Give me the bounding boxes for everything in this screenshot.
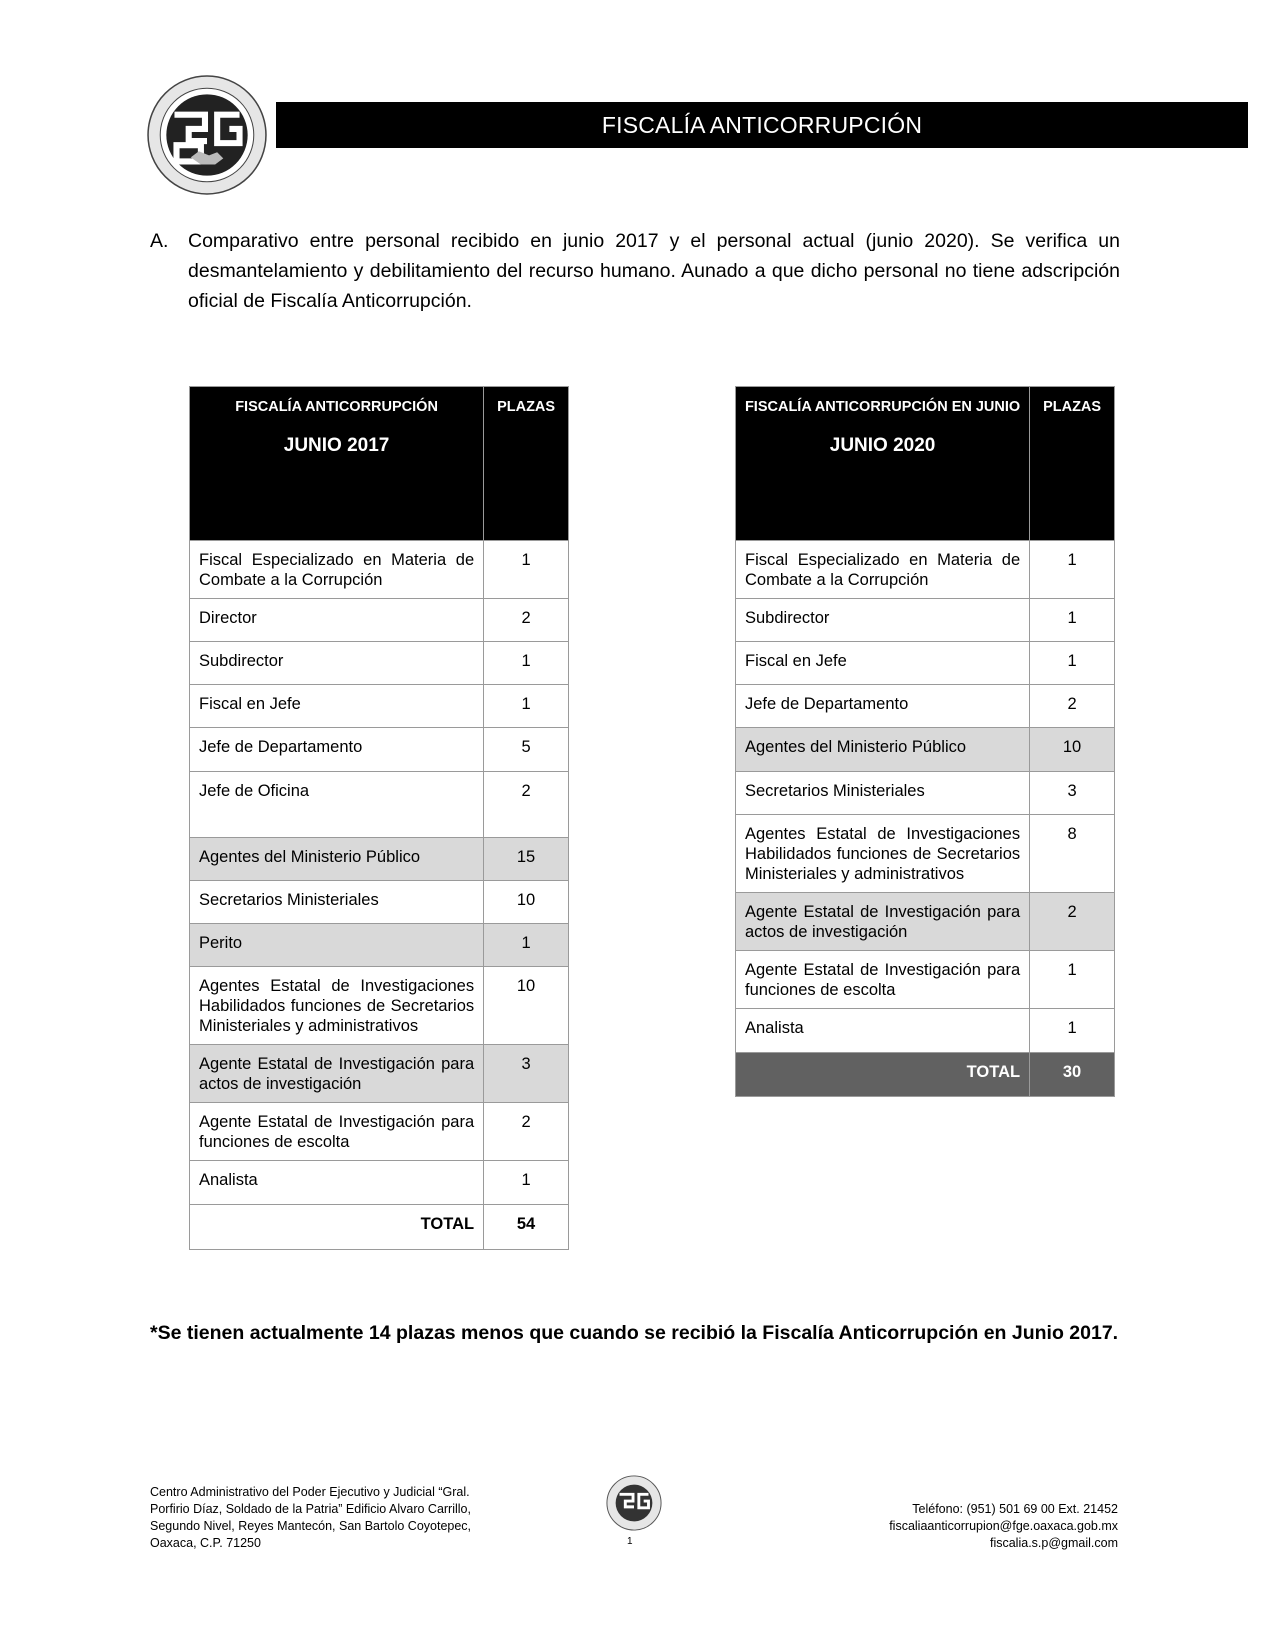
plazas-cell: 15 [484,838,569,881]
plazas-cell: 8 [1030,815,1115,893]
table-row [190,1161,569,1205]
table-period: JUNIO 2017 [283,435,390,456]
header-title-bar [276,102,1248,148]
position-cell: Agentes Estatal de Investigaciones Habilidados funciones de Secretarios Ministeriales y administrativos [736,815,1030,893]
plazas-cell: 1 [484,685,569,728]
plazas-cell: 10 [484,967,569,1045]
address-line: Porfirio Díaz, Soldado de la Patria” Edificio Alvaro Carrillo, [150,1502,471,1516]
table-row [190,685,569,728]
table-row [736,728,1115,772]
plazas-cell: 5 [484,728,569,772]
plazas-cell: 3 [1030,772,1115,815]
table-row [736,951,1115,1009]
position-cell: Agentes Estatal de Investigaciones Habilidados funciones de Secretarios Ministeriales y administrativos [190,967,484,1045]
contact-phone: Teléfono: (951) 501 69 00 Ext. 21452 [912,1502,1118,1516]
table-row [190,642,569,685]
position-cell: Fiscal en Jefe [190,685,484,728]
fiscalia-seal-logo [146,74,268,196]
footer-seal-logo [605,1474,663,1532]
plazas-header: PLAZAS [1043,399,1102,415]
position-cell: Director [190,599,484,642]
table-title: FISCALÍA ANTICORRUPCIÓN EN JUNIO [744,399,1021,415]
position-cell: Perito [190,924,484,967]
table-row [190,599,569,642]
table-header-plazas [1030,387,1115,541]
position-cell: Fiscal Especializado en Materia de Combate a la Corrupción [190,541,484,599]
plazas-cell: 2 [484,1103,569,1161]
header-title: FISCALÍA ANTICORRUPCIÓN [601,111,923,138]
plazas-cell: 2 [484,599,569,642]
table-row [190,1045,569,1103]
table-row [736,1009,1115,1053]
table-row [736,815,1115,893]
table-title: FISCALÍA ANTICORRUPCIÓN [235,399,438,415]
table-period: JUNIO 2020 [829,435,936,456]
intro-paragraph [150,226,1120,316]
position-cell: Fiscal en Jefe [736,642,1030,685]
table-row [190,772,569,838]
position-cell: Secretarios Ministeriales [190,881,484,924]
table-header-row [190,387,569,541]
position-cell: Jefe de Oficina [190,772,484,838]
table-row [190,1103,569,1161]
table-row [190,881,569,924]
plazas-cell: 10 [1030,728,1115,772]
table-row [190,541,569,599]
plazas-cell: 1 [1030,1009,1115,1053]
plazas-cell: 2 [484,772,569,838]
summary-note: *Se tienen actualmente 14 plazas menos que cuando se recibió la Fiscalía Anticorrupción en Junio 2017. [150,1322,1119,1344]
table-row [736,599,1115,642]
table-header-title [736,387,1030,541]
plazas-cell: 2 [1030,893,1115,951]
table-row [736,642,1115,685]
position-cell: Agente Estatal de Investigación para funciones de escolta [736,951,1030,1009]
plazas-cell: 1 [484,642,569,685]
plazas-cell: 2 [1030,685,1115,728]
table-row [190,838,569,881]
table-row [736,541,1115,599]
position-cell: Agente Estatal de Investigación para actos de investigación [736,893,1030,951]
contact-email-alt: fiscalia.s.p@gmail.com [989,1536,1118,1550]
table-row [736,772,1115,815]
position-cell: Jefe de Departamento [736,685,1030,728]
address-line: Oaxaca, C.P. 71250 [150,1536,261,1550]
plazas-cell: 1 [1030,642,1115,685]
total-label: TOTAL [190,1205,484,1250]
plazas-cell: 1 [1030,951,1115,1009]
position-cell: Fiscal Especializado en Materia de Combate a la Corrupción [736,541,1030,599]
total-value: 30 [1030,1053,1115,1097]
position-cell: Agentes del Ministerio Público [736,728,1030,772]
position-cell: Subdirector [736,599,1030,642]
plazas-cell: 3 [484,1045,569,1103]
plazas-cell: 10 [484,881,569,924]
table-row [190,924,569,967]
position-cell: Analista [190,1161,484,1205]
plazas-cell: 1 [484,541,569,599]
plazas-cell: 1 [484,1161,569,1205]
footer-contact [889,1501,1118,1552]
page-number: 1 [627,1536,633,1547]
list-marker: A. [150,230,169,252]
plazas-header: PLAZAS [497,399,556,415]
position-cell: Agente Estatal de Investigación para funciones de escolta [190,1103,484,1161]
table-row [190,728,569,772]
position-cell: Analista [736,1009,1030,1053]
position-cell: Jefe de Departamento [190,728,484,772]
position-cell: Agentes del Ministerio Público [190,838,484,881]
total-label: TOTAL [736,1053,1030,1097]
position-cell: Subdirector [190,642,484,685]
position-cell: Secretarios Ministeriales [736,772,1030,815]
plazas-cell: 1 [1030,541,1115,599]
position-cell: Agente Estatal de Investigación para actos de investigación [190,1045,484,1103]
table-junio-2020 [735,386,1115,1097]
table-row [736,893,1115,951]
plazas-cell: 1 [1030,599,1115,642]
table-row [190,967,569,1045]
table-header-title [190,387,484,541]
address-line: Centro Administrativo del Poder Ejecutivo y Judicial “Gral. [150,1485,470,1499]
address-line: Segundo Nivel, Reyes Mantecón, San Bartolo Coyotepec, [150,1519,472,1533]
table-header-plazas [484,387,569,541]
table-row [736,685,1115,728]
intro-text: Comparativo entre personal recibido en junio 2017 y el personal actual (junio 2020). Se verifica un desmantelamiento y debilitamiento del recurso humano. Aunado a que dicho personal no tiene adscripción oficial de Fiscalía Anticorrupción. [188,230,1120,312]
total-row [736,1053,1115,1097]
contact-email: fiscaliaanticorrupion@fge.oaxaca.gob.mx [889,1519,1118,1533]
total-row [190,1205,569,1250]
plazas-cell: 1 [484,924,569,967]
total-value: 54 [484,1205,569,1250]
footer-address [150,1484,471,1552]
table-header-row [736,387,1115,541]
table-junio-2017 [189,386,569,1250]
